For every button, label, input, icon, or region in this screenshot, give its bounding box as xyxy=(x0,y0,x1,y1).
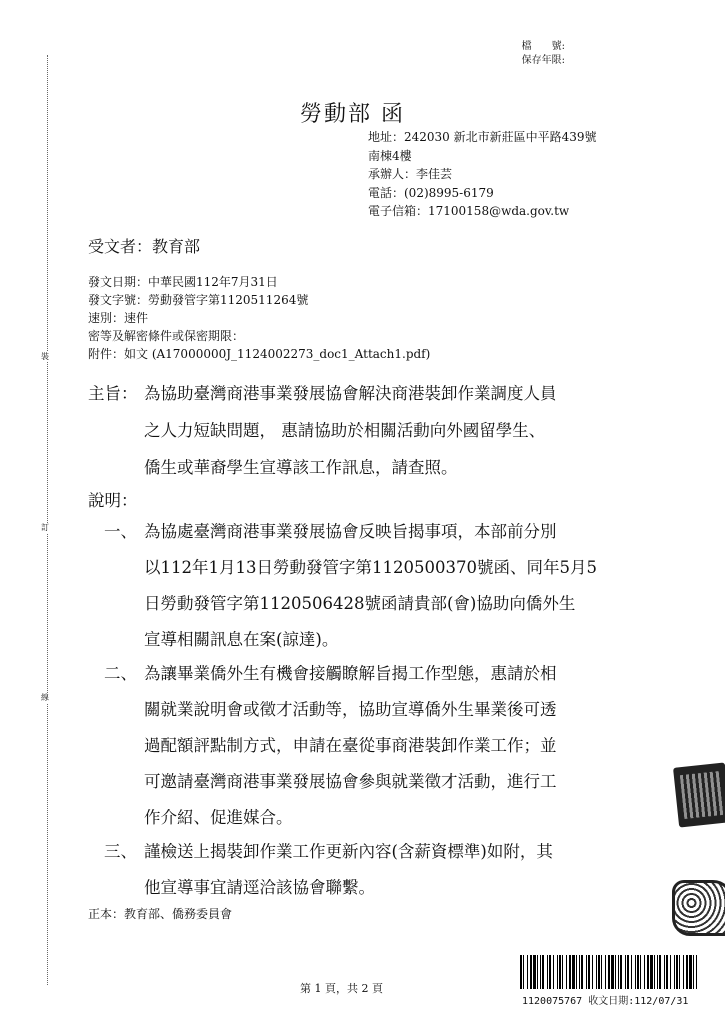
speed-class: 速別：速件 xyxy=(88,311,149,325)
address-line-1: 地址：242030 新北市新莊區中平路439號 xyxy=(368,130,597,144)
meta-block xyxy=(88,273,430,363)
barcode-bar xyxy=(637,955,639,989)
cc-recipients: 正本：教育部、僑務委員會 xyxy=(88,907,233,921)
item-line: 宣導相關訊息在案(諒達)。 xyxy=(144,630,339,649)
subject-line: 之人力短缺問題， 惠請協助於相關活動向外國留學生、 xyxy=(144,421,546,440)
barcode-bar xyxy=(693,955,694,989)
barcode-bar xyxy=(598,955,600,989)
item-line: 他宣導事宜請逕洽該協會聯繫。 xyxy=(144,878,375,897)
recipient: 受文者：教育部 xyxy=(88,237,201,256)
barcode-bar xyxy=(540,955,541,989)
item-number: 二、 xyxy=(104,664,137,683)
binding-char-zhuang: 裝 xyxy=(41,352,49,361)
barcode-bar xyxy=(562,955,563,989)
address-line-2: 南棟4樓 xyxy=(368,148,412,163)
email: 電子信箱：17100158@wda.gov.tw xyxy=(368,204,570,218)
barcode-bar xyxy=(557,955,558,989)
barcode-bar xyxy=(670,955,671,989)
explanation-label: 說明： xyxy=(88,491,138,510)
barcode-bar xyxy=(640,955,641,989)
barcode-bar xyxy=(588,955,590,989)
item-number: 三、 xyxy=(104,842,137,861)
barcode-bar xyxy=(542,955,544,989)
barcode-bar xyxy=(664,955,665,989)
barcode-bar xyxy=(654,955,655,989)
barcode-bar xyxy=(592,955,593,989)
item-line: 謹檢送上揭裝卸作業工作更新內容(含薪資標準)如附，其 xyxy=(144,842,553,861)
file-info xyxy=(522,40,565,68)
barcode-bar xyxy=(576,955,577,989)
barcode xyxy=(520,955,698,989)
page-footer: 第 1 頁，共 2 頁 xyxy=(300,982,383,995)
barcode-bar xyxy=(666,955,668,989)
barcode-bar xyxy=(644,955,645,989)
receipt-stamp xyxy=(672,880,725,936)
subject-label: 主旨： xyxy=(88,384,138,403)
document-number: 發文字號：勞動發管字第1120511264號 xyxy=(88,293,309,307)
item-line: 以112年1月13日勞動發管字第1120500370號函、同年5月5 xyxy=(144,558,597,577)
barcode-bar xyxy=(657,955,658,989)
item-line: 過配額評點制方式，申請在臺從事商港裝卸作業工作；並 xyxy=(144,736,557,755)
item-line: 關就業說明會或徵才活動等，協助宣導僑外生畢業後可透 xyxy=(144,700,557,719)
barcode-bar xyxy=(596,955,597,989)
barcode-bar xyxy=(530,955,532,989)
binding-char-ding: 訂 xyxy=(41,523,49,532)
barcode-bar xyxy=(520,955,522,989)
phone: 電話：(02)8995-6179 xyxy=(368,185,494,200)
barcode-bar xyxy=(559,955,561,989)
barcode-bar xyxy=(569,955,571,989)
secrecy: 密等及解密條件或保密期限： xyxy=(88,329,245,343)
barcode-bar xyxy=(572,955,575,989)
barcode-label: 1120075767 收文日期:112/07/31 xyxy=(522,996,689,1007)
barcode-bar xyxy=(527,955,528,989)
barcode-bar xyxy=(549,955,551,989)
barcode-bar xyxy=(553,955,554,989)
barcode-bar xyxy=(533,955,536,989)
barcode-bar xyxy=(659,955,661,989)
item-line: 為讓畢業僑外生有機會接觸瞭解旨揭工作型態，惠請於相 xyxy=(144,664,557,683)
retention-label: 保存年限: xyxy=(521,55,565,66)
barcode-bar xyxy=(586,955,587,989)
barcode-bar xyxy=(566,955,567,989)
barcode-bar xyxy=(615,955,616,989)
binding-char-xian: 線 xyxy=(41,693,49,702)
item-line: 可邀請臺灣商港事業發展協會參與就業徵才活動，進行工 xyxy=(144,772,557,791)
attachment: 附件：如文 (A17000000J_1124002273_doc1_Attach1.pdf) xyxy=(88,347,431,361)
barcode-bar xyxy=(625,955,626,989)
item-line: 日勞動發管字第1120506428號函請貴部(會)協助向僑外生 xyxy=(144,594,576,613)
barcode-bar xyxy=(601,955,602,989)
barcode-bar xyxy=(581,955,583,989)
barcode-bar xyxy=(627,955,629,989)
binding-line xyxy=(47,55,48,985)
barcode-bar xyxy=(611,955,614,989)
barcode-bar xyxy=(631,955,632,989)
barcode-bar xyxy=(650,955,653,989)
barcode-bar xyxy=(605,955,606,989)
barcode-bar xyxy=(523,955,524,989)
barcode-bar xyxy=(686,955,688,989)
barcode-bar xyxy=(676,955,678,989)
barcode-bar xyxy=(537,955,538,989)
issue-date: 發文日期：中華民國112年7月31日 xyxy=(88,275,278,289)
contact-block xyxy=(368,128,597,221)
seal-stamp-texture xyxy=(680,771,724,819)
document-title: 勞動部 函 xyxy=(300,102,405,127)
barcode-bar xyxy=(683,955,684,989)
barcode-bar xyxy=(696,955,697,989)
item-line: 為協處臺灣商港事業發展協會反映旨揭事項，本部前分別 xyxy=(144,522,557,541)
file-no-label: 檔 號: xyxy=(521,41,565,52)
item-line: 作介紹、促進媒合。 xyxy=(144,808,293,827)
barcode-bar xyxy=(547,955,548,989)
barcode-bar xyxy=(647,955,649,989)
item-number: 一、 xyxy=(104,522,137,541)
subject-line: 為協助臺灣商港事業發展協會解決商港裝卸作業調度人員 xyxy=(144,384,557,403)
barcode-bar xyxy=(635,955,636,989)
barcode-bar xyxy=(679,955,680,989)
handler: 承辦人：李佳芸 xyxy=(368,167,453,181)
barcode-bar xyxy=(620,955,622,989)
barcode-bar xyxy=(689,955,692,989)
barcode-bar xyxy=(579,955,580,989)
barcode-bar xyxy=(674,955,675,989)
subject-line: 僑生或華裔學生宣導該工作訊息，請查照。 xyxy=(144,458,458,477)
barcode-bar xyxy=(608,955,610,989)
barcode-bar xyxy=(618,955,619,989)
